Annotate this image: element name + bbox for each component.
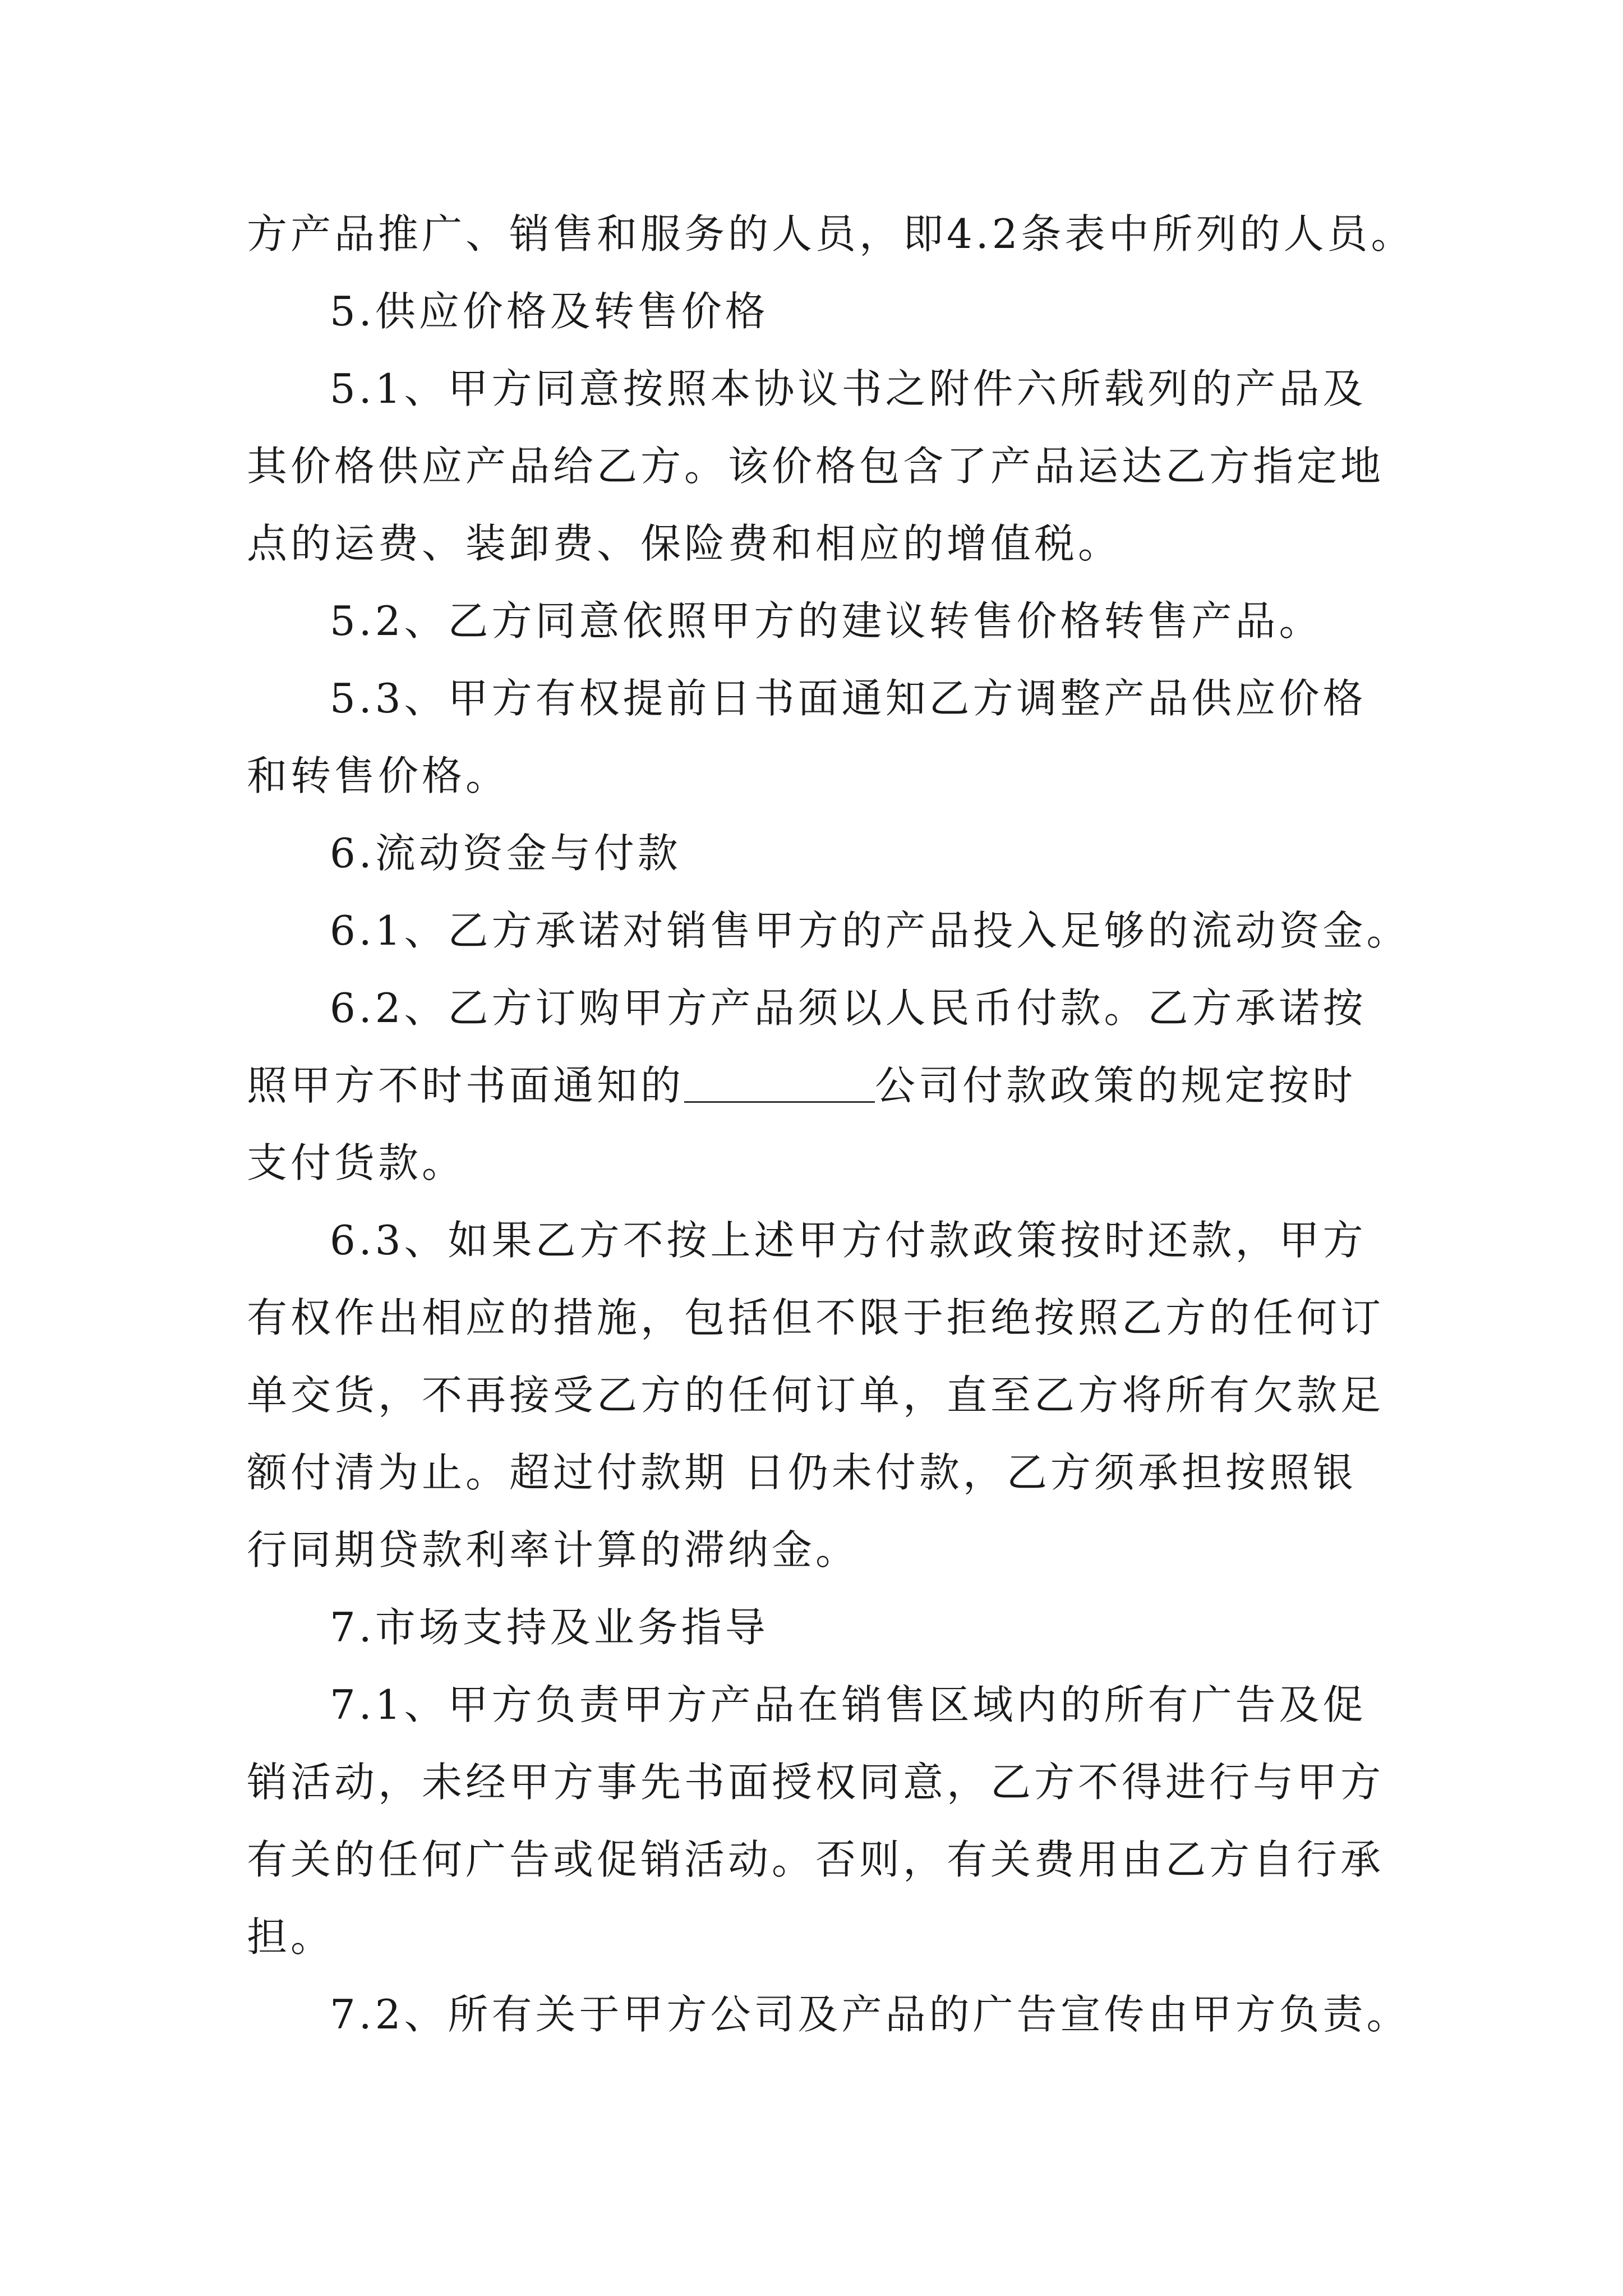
paragraph-line: 其价格供应产品给乙方。该价格包含了产品运达乙方指定地 — [247, 443, 1385, 490]
section-heading: 7.市场支持及业务指导 — [330, 1604, 769, 1651]
paragraph-line: 7.2、所有关于甲方公司及产品的广告宣传由甲方负责。 — [330, 1991, 1410, 2038]
paragraph-line: 行同期贷款利率计算的滞纳金。 — [247, 1526, 860, 1573]
paragraph-line: 5.2、乙方同意依照甲方的建议转售价格转售产品。 — [330, 597, 1323, 645]
paragraph-line: 额付清为止。超过付款期 日仍未付款，乙方须承担按照银 — [247, 1449, 1357, 1496]
paragraph-line: 6.2、乙方订购甲方产品须以人民币付款。乙方承诺按 — [330, 984, 1367, 1032]
paragraph-line: 6.3、如果乙方不按上述甲方付款政策按时还款，甲方 — [330, 1217, 1367, 1264]
paragraph-line: 7.1、甲方负责甲方产品在销售区域内的所有广告及促 — [330, 1681, 1367, 1728]
section-heading: 6.流动资金与付款 — [330, 830, 681, 877]
paragraph-line: 点的运费、装卸费、保险费和相应的增值税。 — [247, 520, 1122, 567]
fill-in-blank — [684, 1068, 875, 1103]
line-text-after-blank: 公司付款政策的规定按时 — [875, 1062, 1357, 1109]
paragraph-line: 5.3、甲方有权提前日书面通知乙方调整产品供应价格 — [330, 675, 1367, 722]
paragraph-line-with-blank — [247, 1047, 1402, 1124]
paragraph-line: 方产品推广、销售和服务的人员，即4.2条表中所列的人员。 — [247, 210, 1415, 257]
document-body — [247, 195, 1415, 2053]
paragraph-line: 支付货款。 — [247, 1139, 466, 1186]
paragraph-line: 有关的任何广告或促销活动。否则，有关费用由乙方自行承 — [247, 1836, 1385, 1883]
paragraph-line: 6.1、乙方承诺对销售甲方的产品投入足够的流动资金。 — [330, 907, 1410, 954]
paragraph-line: 销活动，未经甲方事先书面授权同意，乙方不得进行与甲方 — [247, 1759, 1385, 1806]
paragraph-line: 担。 — [247, 1913, 335, 1961]
paragraph-line: 单交货，不再接受乙方的任何订单，直至乙方将所有欠款足 — [247, 1372, 1385, 1419]
paragraph-line: 有权作出相应的措施，包括但不限于拒绝按照乙方的任何订 — [247, 1294, 1385, 1341]
line-text-before-blank: 照甲方不时书面通知的 — [247, 1062, 685, 1109]
paragraph-line: 5.1、甲方同意按照本协议书之附件六所载列的产品及 — [330, 365, 1367, 412]
section-heading: 5.供应价格及转售价格 — [330, 288, 769, 335]
paragraph-line: 和转售价格。 — [247, 752, 510, 799]
